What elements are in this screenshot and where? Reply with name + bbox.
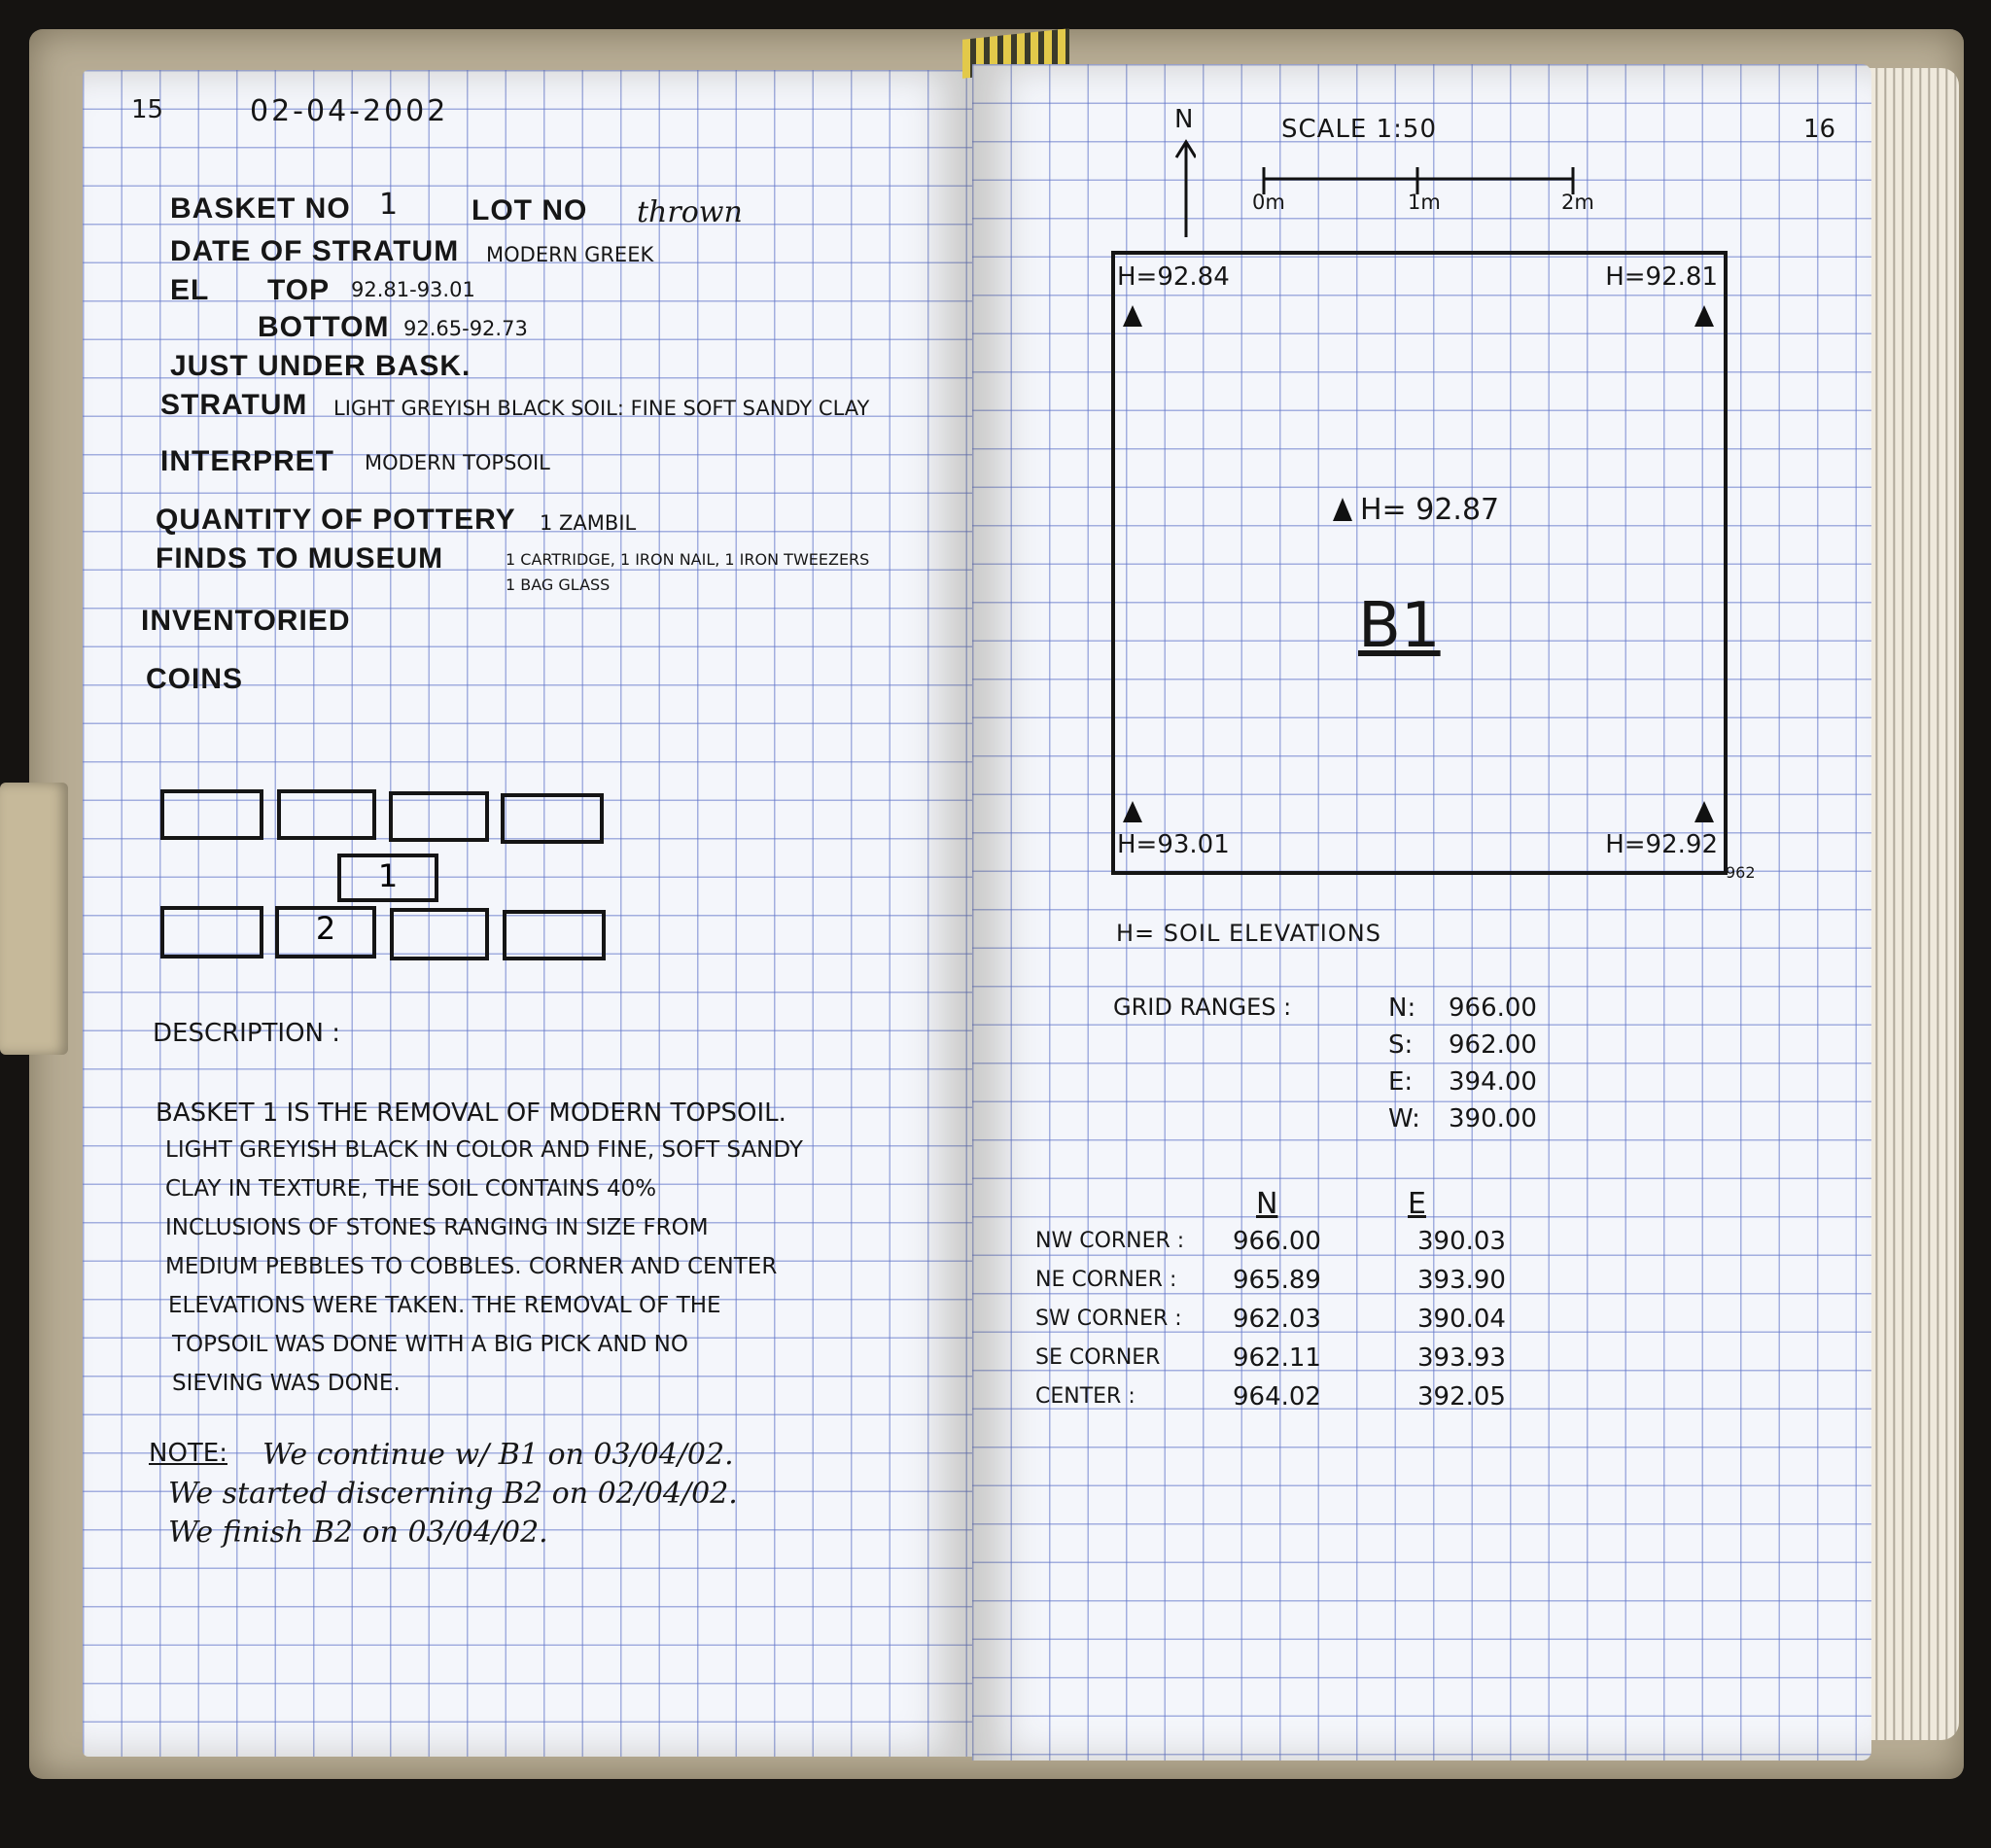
- note-line: We continue w/ B1 on 03/04/02.: [262, 1438, 734, 1472]
- coord-row-n: 964.02: [1233, 1382, 1321, 1412]
- description-line: TOPSOIL WAS DONE WITH A BIG PICK AND NO: [172, 1332, 688, 1357]
- description-line: SIEVING WAS DONE.: [172, 1371, 401, 1396]
- right-page: [972, 64, 1871, 1761]
- ne-marker-icon: [1693, 303, 1716, 329]
- date-stratum-value: MODERN GREEK: [486, 243, 654, 266]
- grid-box: [277, 789, 376, 840]
- note-line: We finish B2 on 03/04/02.: [168, 1516, 548, 1550]
- scale-tick: 0m: [1252, 191, 1285, 214]
- nw-marker-icon: [1121, 303, 1144, 329]
- scale-tick: 1m: [1408, 191, 1441, 214]
- coord-row-e: 392.05: [1417, 1382, 1506, 1412]
- inventoried-label: INVENTORIED: [141, 605, 351, 637]
- top-value: 92.81-93.01: [351, 278, 475, 301]
- north-arrow-icon: [1167, 132, 1196, 239]
- ne-elevation: H=92.81: [1605, 262, 1718, 292]
- description-line: LIGHT GREYISH BLACK IN COLOR AND FINE, SOFT SANDY: [165, 1137, 803, 1163]
- coord-row-e: 390.04: [1417, 1305, 1506, 1334]
- elastic-strap: [0, 783, 68, 1055]
- coord-row-label: SE CORNER: [1035, 1345, 1161, 1370]
- grid-range-value: 962.00: [1449, 1030, 1537, 1060]
- grid-box-2: [275, 906, 376, 959]
- coins-label: COINS: [146, 663, 244, 695]
- grid-box-1: [337, 854, 438, 902]
- bottom-value: 92.65-92.73: [403, 317, 528, 340]
- interpret-label: INTERPRET: [160, 445, 335, 477]
- nw-elevation: H=92.84: [1117, 262, 1230, 292]
- basket-value: 1: [379, 188, 399, 222]
- description-line: CLAY IN TEXTURE, THE SOIL CONTAINS 40%: [165, 1176, 657, 1202]
- coord-row-label: NE CORNER :: [1035, 1268, 1177, 1292]
- scale-title: SCALE 1:50: [1281, 115, 1438, 144]
- se-marker-icon: [1693, 799, 1716, 824]
- coord-header-e: E: [1408, 1187, 1426, 1221]
- top-label: TOP: [267, 274, 331, 306]
- stratum-value: LIGHT GREYISH BLACK SOIL: FINE SOFT SANDY CLAY: [333, 397, 870, 420]
- grid-range-value: 390.00: [1449, 1104, 1537, 1133]
- stratum-label: STRATUM: [160, 389, 308, 421]
- coord-row-label: SW CORNER :: [1035, 1307, 1182, 1331]
- lot-label: LOT NO: [472, 194, 588, 227]
- sw-elevation: H=93.01: [1117, 830, 1230, 859]
- grid-range-key: S:: [1388, 1030, 1414, 1060]
- lot-value: thrown: [637, 195, 743, 229]
- finds-value-2: 1 BAG GLASS: [506, 575, 611, 594]
- center-elevation: H= 92.87: [1360, 493, 1500, 527]
- coord-row-n: 962.03: [1233, 1305, 1321, 1334]
- note-line: We started discerning B2 on 02/04/02.: [168, 1477, 738, 1511]
- coord-row-e: 390.03: [1417, 1227, 1506, 1256]
- page-date: 02-04-2002: [250, 94, 449, 128]
- corner-note: 962: [1726, 863, 1756, 882]
- grid-range-key: N:: [1388, 994, 1416, 1023]
- grid-range-key: W:: [1388, 1104, 1420, 1133]
- el-label: EL: [170, 274, 210, 306]
- note-label: NOTE:: [149, 1439, 227, 1468]
- quantity-value: 1 ZAMBIL: [540, 511, 637, 535]
- plan-label: B1: [1358, 590, 1441, 662]
- coord-row-n: 962.11: [1233, 1343, 1321, 1373]
- bottom-label: BOTTOM: [258, 311, 390, 343]
- grid-box-label: 2: [315, 910, 336, 947]
- se-elevation: H=92.92: [1605, 830, 1718, 859]
- basket-label: BASKET NO: [170, 192, 351, 225]
- grid-box: [501, 793, 604, 844]
- page-number: 16: [1803, 115, 1836, 144]
- date-stratum-label: DATE OF STRATUM: [170, 235, 460, 267]
- north-label: N: [1174, 105, 1194, 134]
- grid-box: [389, 791, 489, 842]
- description-line: MEDIUM PEBBLES TO COBBLES. CORNER AND CENTER: [165, 1254, 778, 1279]
- grid-range-value: 394.00: [1449, 1067, 1537, 1097]
- description-label: DESCRIPTION :: [153, 1019, 341, 1048]
- grid-box-label: 1: [377, 857, 399, 894]
- excavation-plan: [1111, 251, 1728, 875]
- description-line: BASKET 1 IS THE REMOVAL OF MODERN TOPSOIL.: [156, 1098, 786, 1128]
- grid-box: [503, 910, 606, 960]
- grid-box: [160, 789, 263, 840]
- finds-label: FINDS TO MUSEUM: [156, 542, 444, 575]
- center-marker-icon: [1331, 496, 1354, 523]
- elevation-legend: H= SOIL ELEVATIONS: [1116, 920, 1381, 947]
- finds-value-1: 1 CARTRIDGE, 1 IRON NAIL, 1 IRON TWEEZERS: [506, 550, 870, 569]
- coord-header-n: N: [1256, 1187, 1278, 1221]
- description-line: INCLUSIONS OF STONES RANGING IN SIZE FROM: [165, 1215, 709, 1240]
- coord-row-n: 966.00: [1233, 1227, 1321, 1256]
- just-under-label: JUST UNDER BASK.: [170, 350, 472, 382]
- description-line: ELEVATIONS WERE TAKEN. THE REMOVAL OF THE: [168, 1293, 721, 1318]
- grid-ranges-label: GRID RANGES :: [1113, 994, 1292, 1021]
- sw-marker-icon: [1121, 799, 1144, 824]
- grid-box: [390, 908, 489, 960]
- coord-row-label: CENTER :: [1035, 1384, 1135, 1409]
- scale-tick: 2m: [1561, 191, 1594, 214]
- grid-range-value: 966.00: [1449, 994, 1537, 1023]
- coord-row-n: 965.89: [1233, 1266, 1321, 1295]
- grid-range-key: E:: [1388, 1067, 1414, 1097]
- left-page: [83, 70, 972, 1757]
- grid-box: [160, 906, 263, 959]
- coord-row-e: 393.93: [1417, 1343, 1506, 1373]
- coord-row-label: NW CORNER :: [1035, 1229, 1185, 1253]
- page-number: 15: [131, 95, 164, 124]
- interpret-value: MODERN TOPSOIL: [365, 451, 550, 474]
- coord-row-e: 393.90: [1417, 1266, 1506, 1295]
- quantity-label: QUANTITY OF POTTERY: [156, 504, 516, 536]
